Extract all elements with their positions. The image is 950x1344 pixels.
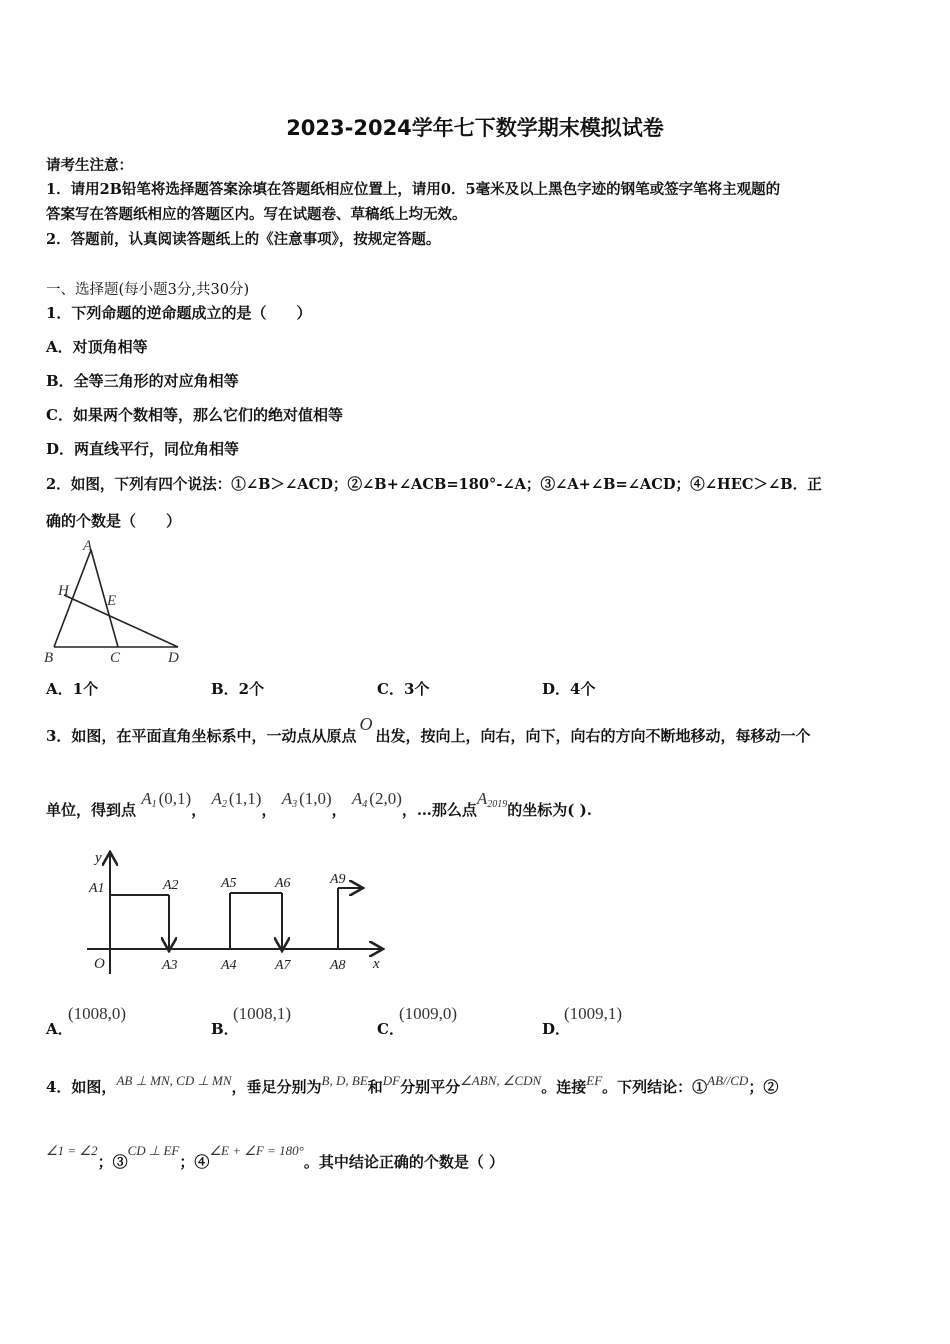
q4-math-1: AB ⊥ MN, CD ⊥ MN	[116, 1073, 232, 1088]
point-a1-sub: 1	[151, 799, 157, 810]
point-a4-coord: (2,0)	[369, 789, 402, 808]
question-1-option-c: C．如果两个数相等，那么它们的绝对值相等	[46, 406, 343, 424]
label-a6: A6	[275, 876, 291, 891]
question-3-option-b-letter: B．	[211, 1020, 239, 1038]
question-3-option-c-value: (1009,0)	[399, 1004, 458, 1023]
point-a2-coord: (1,1)	[228, 789, 262, 808]
q4-math-8: CD ⊥ EF	[127, 1143, 180, 1158]
point-a2	[211, 789, 261, 808]
point-a3-sub: 3	[292, 799, 298, 810]
label-a2: A2	[163, 878, 179, 893]
target-point-sub: 2019	[487, 799, 508, 810]
segment-hd	[64, 595, 178, 647]
label-a1: A1	[89, 881, 105, 896]
question-3-option-a-value: (1008,0)	[68, 1004, 127, 1023]
question-3-line-2b: ，…那么点	[401, 801, 477, 819]
question-2-line-2: 确的个数是（ ）	[46, 512, 182, 530]
target-point	[477, 789, 507, 808]
coordinate-figure	[85, 850, 395, 975]
question-3-option-a-letter: A．	[46, 1020, 73, 1038]
separator-1: ，	[191, 801, 207, 819]
point-a3-coord: (1,0)	[299, 789, 332, 808]
notice-heading: 请考生注意：	[46, 157, 133, 174]
q4-text-2: ，垂足分别为	[231, 1078, 322, 1096]
question-2-option-c: C．3个	[377, 680, 430, 698]
q4-text-3: 和	[367, 1078, 383, 1096]
question-1-stem: 1．下列命题的逆命题成立的是（ ）	[46, 304, 312, 322]
point-a1	[141, 789, 191, 808]
section-heading: 一、选择题(每小题3分,共30分)	[46, 282, 250, 298]
question-3-line-1b: 出发，按向上，向右，向下，向右的方向不断地移动，每移动一个	[375, 727, 811, 745]
point-a3	[282, 789, 332, 808]
question-3-line-1a: 3．如图，在平面直角坐标系中，一动点从原点	[46, 727, 357, 745]
q4-text-1: 4．如图，	[46, 1078, 117, 1096]
question-3-line-1	[46, 714, 811, 746]
question-1-option-a: A．对顶角相等	[46, 338, 148, 356]
label-a8: A8	[330, 958, 346, 973]
origin-label: O	[94, 956, 105, 972]
question-3-line-2	[46, 788, 592, 819]
question-3-option-d-value: (1009,1)	[564, 1004, 623, 1023]
q4-text-8: ；③	[97, 1153, 128, 1171]
label-d: D	[168, 650, 179, 666]
separator-2: ，	[261, 801, 277, 819]
label-b: B	[44, 650, 54, 666]
x-axis-label: x	[373, 956, 380, 972]
label-a5: A5	[221, 876, 237, 891]
label-a3: A3	[162, 958, 178, 973]
point-a4-name: A	[351, 789, 363, 808]
point-a4-sub: 4	[362, 799, 368, 810]
y-axis-label: y	[95, 850, 102, 866]
notice-line-1a: 1．请用2B铅笔将选择题答案涂填在答题纸相应位置上，请用0．5毫米及以上黑色字迹的钢笔或签字笔将主观题的	[46, 181, 781, 198]
question-1-option-b: B．全等三角形的对应角相等	[46, 372, 239, 390]
q4-text-5: 。连接	[541, 1078, 587, 1096]
label-a7: A7	[275, 958, 291, 973]
point-a4	[352, 789, 402, 808]
question-3-option-b-value: (1008,1)	[233, 1004, 292, 1023]
question-3-option-c-letter: C．	[377, 1020, 404, 1038]
point-a1-name: A	[141, 789, 152, 808]
question-4-line-1	[46, 1073, 779, 1097]
origin-symbol: O	[359, 714, 373, 734]
triangle-figure	[40, 535, 190, 670]
q4-math-3: DF	[382, 1073, 401, 1088]
question-2-option-d: D．4个	[542, 680, 596, 698]
point-a1-coord: (0,1)	[158, 789, 192, 808]
q4-math-4: ∠ABN, ∠CDN	[460, 1073, 542, 1088]
q4-text-4: 分别平分	[400, 1078, 461, 1096]
target-point-name: A	[476, 789, 488, 808]
q4-math-9: ∠E + ∠F = 180°	[209, 1143, 304, 1158]
q4-text-7: ；②	[748, 1078, 779, 1096]
separator-3: ，	[331, 801, 347, 819]
q4-math-7: ∠1 = ∠2	[46, 1143, 98, 1158]
question-4-line-2	[46, 1143, 505, 1172]
label-c: C	[110, 650, 121, 666]
question-3-line-2c: 的坐标为( ).	[507, 801, 592, 819]
question-2-line-1: 2．如图，下列有四个说法：①∠B＞∠ACD；②∠B+∠ACB=180°-∠A；③∠A+∠B=∠ACD；④∠HEC＞∠B．正	[46, 476, 822, 493]
label-h: H	[58, 583, 69, 599]
label-e: E	[107, 593, 117, 609]
notice-line-1b: 答案写在答题纸相应的答题区内。写在试题卷、草稿纸上均无效。	[46, 206, 467, 223]
label-a9: A9	[330, 872, 346, 887]
q4-text-6: 。下列结论：①	[602, 1078, 708, 1096]
point-a2-name: A	[211, 789, 222, 808]
question-2-option-b: B．2个	[211, 680, 265, 698]
question-2-option-a: A．1个	[46, 680, 99, 698]
point-a2-sub: 2	[221, 799, 227, 810]
question-1-option-d: D．两直线平行，同位角相等	[46, 440, 240, 458]
q4-math-2: B, D, BE	[321, 1073, 368, 1088]
q4-math-5: EF	[586, 1073, 603, 1088]
label-a4: A4	[221, 958, 237, 973]
q4-math-6: AB//CD	[707, 1073, 749, 1088]
label-a: A	[83, 538, 93, 554]
q4-text-9: ；④	[179, 1153, 210, 1171]
question-3-option-d-letter: D．	[542, 1020, 571, 1038]
page-title: 2023-2024学年七下数学期末模拟试卷	[286, 116, 664, 140]
q4-text-10: 。其中结论正确的个数是（ ）	[303, 1153, 505, 1171]
point-a3-name: A	[281, 789, 293, 808]
question-3-line-2a: 单位，得到点	[46, 801, 137, 819]
notice-line-2: 2．答题前，认真阅读答题纸上的《注意事项》，按规定答题。	[46, 231, 441, 248]
